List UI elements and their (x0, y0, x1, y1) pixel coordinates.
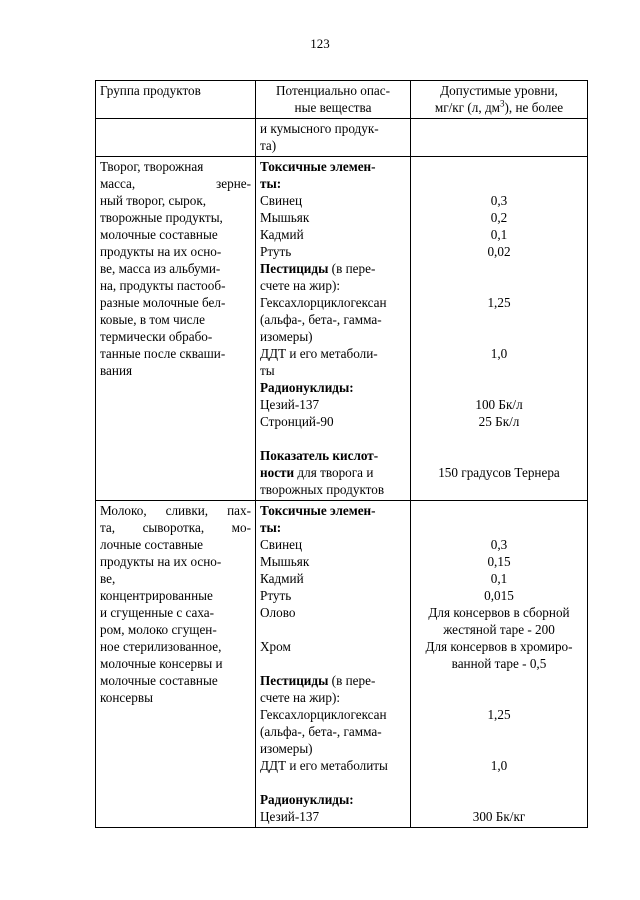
continuation-substances-cell: и кумысного продук- та) (256, 119, 411, 157)
continuation-row (96, 119, 588, 157)
continuation-levels-cell (411, 119, 588, 157)
header-substances: Потенциально опас- ные вещества (256, 81, 411, 119)
section1-substances-cell: Токсичные элемен- ты: Свинец Мышьяк Кадмий Ртуть Пестициды (в пере- счете на жир): Гексахлорциклогексан (альфа-, бета-, гамма- изомеры) ДДТ и его метаболи- ты Радионуклиды: Цезий-137 Стронций-90 Показатель кислот- ности для творога и творожных продуктов (256, 157, 411, 501)
section2-levels-cell: 0,3 0,15 0,1 0,015 Для консервов в сборной жестяной таре - 200 Для консервов в хромиро- ванной таре - 0,5 1,25 1,0 300 Бк/кг (411, 501, 588, 828)
section1-group-cell: Творог, творожная масса, зерне- ный творог, сырок, творожные продукты, молочные составные продукты на их осно- ве, масса из альбуми- на, продукты пастооб- разные молочные бел- ковые, в том числе термически обрабо- танные после скваши- вания (96, 157, 256, 501)
header-group: Группа продуктов (96, 81, 256, 119)
page-number: 123 (310, 36, 330, 51)
section2-substances-cell: Токсичные элемен- ты: Свинец Мышьяк Кадмий Ртуть Олово Хром Пестициды (в пере- счете на жир): Гексахлорциклогексан (альфа-, бета-, гамма- изомеры) ДДТ и его метаболиты Радионуклиды: Цезий-137 (256, 501, 411, 828)
table-header-row (96, 81, 588, 119)
header-levels: Допустимые уровни, мг/кг (л, $дм^3$), не более (411, 81, 588, 119)
continuation-group-cell (96, 119, 256, 157)
section2-group-cell: Молоко, сливки, пах- та, сыворотка, мо- лочные составные продукты на их осно- ве, концентрированные и сгущенные с саха- ром, молоко сгущен- ное стерилизованное, молочные консервы и молочные составные консервы (96, 501, 256, 828)
section-cottage-cheese-row (96, 157, 588, 501)
section1-levels-cell: 0,3 0,2 0,1 0,02 1,25 1,0 100 Бк/л 25 Бк/л 150 градусов Тернера (411, 157, 588, 501)
section-milk-row (96, 501, 588, 828)
food-safety-table (95, 80, 588, 828)
